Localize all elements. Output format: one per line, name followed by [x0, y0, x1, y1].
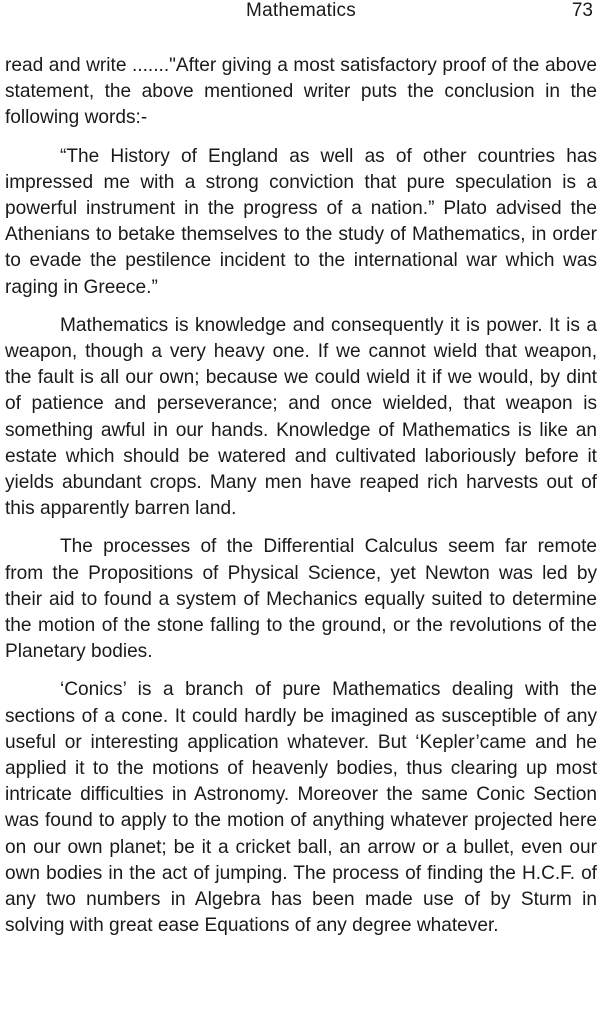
- paragraph-differential-calculus: The processes of the Differential Calculus seem far remote from the Propositions of Physical Science, yet Newton was led by their aid to found a system of Mechanics equally suited to determine the motion of the stone falling to the ground, or the revolutions of the Planetary bodies.: [5, 536, 597, 663]
- paragraph-conics: ‘Conics’ is a branch of pure Mathematics dealing with the sections of a cone. It could hardly be imagined as susceptible of any useful or interesting application whatever. But ‘Kepler’came and he applied it to the motions of heavenly bodies, thus clearing up most intricate difficulties in Astronomy. Moreover the same Conic Section was found to apply to the motion of anything whatever projected here on our own planet; be it a cricket ball, an arrow or a bullet, even our own bodies in the act of jumping. The process of finding the H.C.F. of any two numbers in Algebra has been made use of by Sturm in solving with great ease Equations of any degree whatever.: [5, 679, 597, 937]
- paragraph-quotation: “The History of England as well as of other countries has impressed me with a strong conviction that pure speculation is a powerful instrument in the progress of a nation.” Plato advised the Athenians to betake themselves to the study of Mathematics, in order to evade the pestilence incident to the international war which was raging in Greece.”: [5, 145, 597, 298]
- paragraph-continuation: read and write ......."After giving a most satisfactory proof of the above statement, the above mentioned writer puts the conclusion in the following words:-: [5, 55, 597, 129]
- running-head: [5, 0, 597, 30]
- running-title: Mathematics: [246, 0, 356, 21]
- page-number: 73: [571, 0, 593, 21]
- paragraph-knowledge-power: Mathematics is knowledge and consequently it is power. It is a weapon, though a very heavy one. If we cannot wield that weapon, the fault is all our own; because we could wield it if we would, by dint of patience and perseverance; and once wielded, that weapon is something awful in our hands. Knowledge of Mathematics is like an estate which should be watered and cultivated laboriously before it yields abundant crops. Many men have reaped rich harvests out of this apparently barren land.: [5, 314, 597, 520]
- body-text: [5, 53, 597, 952]
